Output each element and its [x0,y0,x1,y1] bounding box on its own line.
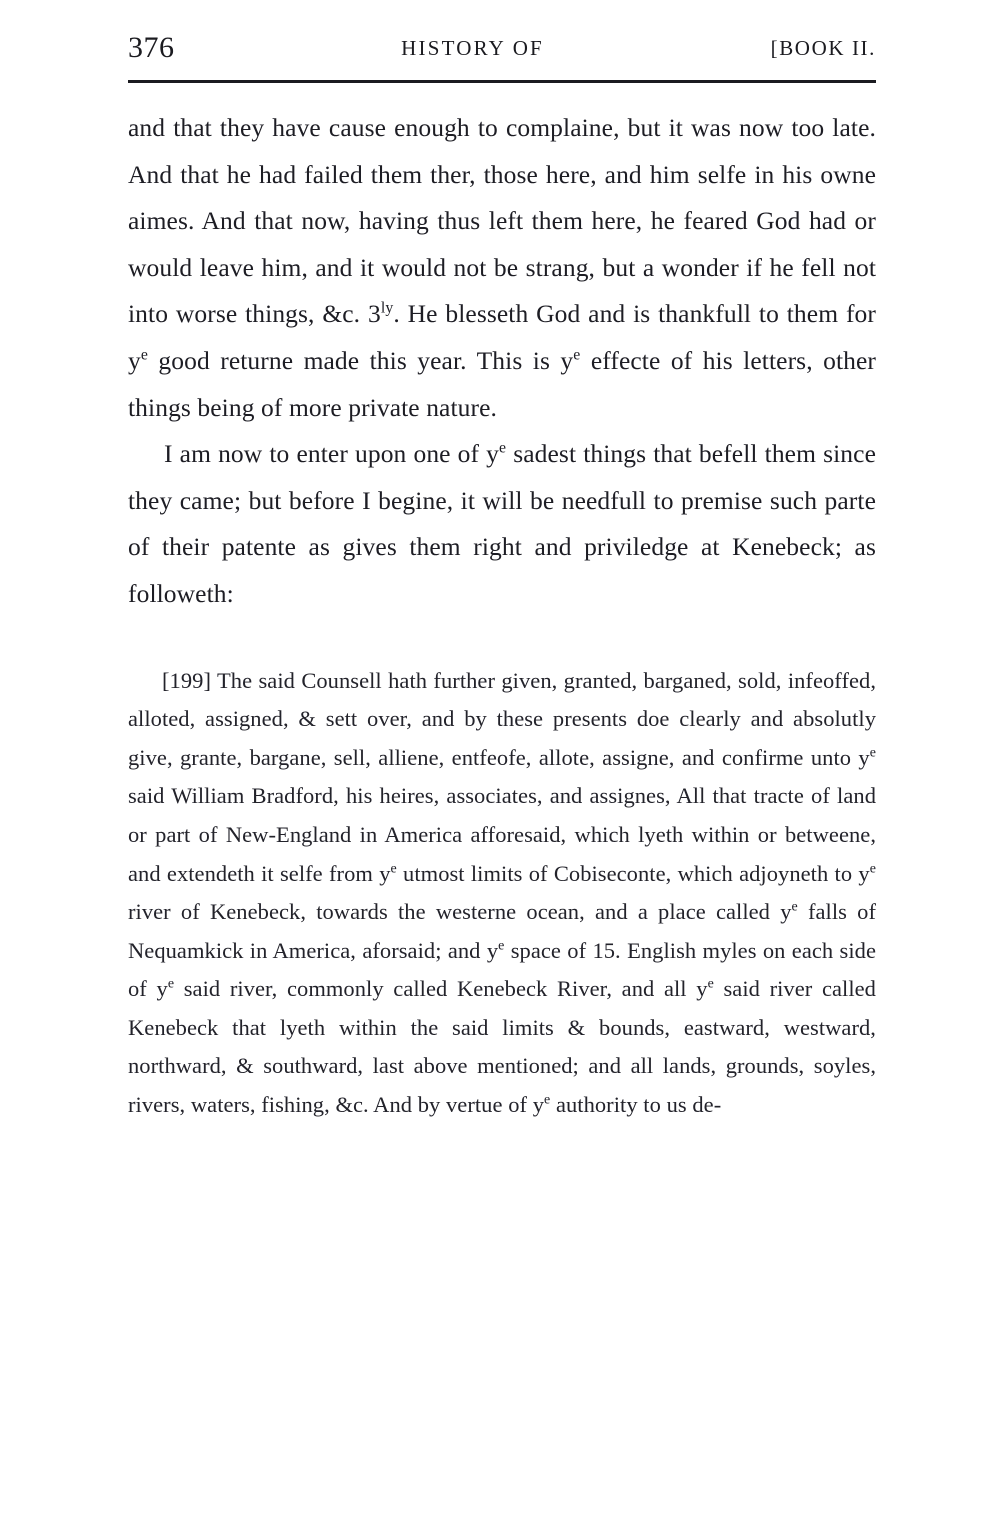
superscript-e-4: e [869,745,876,761]
quote-text-h: said river called Kenebeck that lyeth within the said limits & bounds, eastward, westward, northward, & southward, last above mentioned; and all lands, grounds, soyles, rivers, waters, fishing, &c. And by vertue of y [128,976,876,1118]
quote-text-a: The said Counsell hath further given, granted, barganed, sold, infeoffed, alloted, assigned, & sett over, and by these presents doe clearly and absolutly give, grante, bargane, sell, alliene, entfeofe, allote, assigne, and confirme unto y [128,667,876,770]
quote-text-d: river of Kenebeck, towards the westerne ocean, and a place called y [128,899,792,925]
page-number: 376 [128,31,175,64]
superscript-e-10: e [707,976,714,992]
paragraph-2-text-b: sadest things that befell them since they came; but before I begine, it will be needfull to premise such parte of their patente as gives them right and priviledge at Kenebeck; as followeth: [128,439,876,608]
quote-text-b: said William Bradford, his heires, associates, and assignes, All that tracte of land or part of New-England in America afforesaid, which lyeth within or betweene, and extendeth it selfe from y [128,783,876,886]
superscript-e-9: e [167,976,175,992]
superscript-e-2: e [573,346,581,364]
quote-text-c: utmost limits of Cobiseconte, which adjoyneth to y [396,860,870,886]
superscript-e-8: e [498,938,505,954]
quote-text-f: space of 15. English myles on each side of y [128,937,876,1002]
superscript-e-7: e [791,899,798,915]
quote-text-e: falls of Nequamkick in America, aforsaid; and y [128,899,876,963]
superscript-e-6: e [869,861,876,876]
paragraph-two [128,431,876,617]
quote-text-i: authority to us de- [550,1092,722,1118]
header-rule [128,80,876,83]
superscript-e-3: e [499,439,507,457]
paragraph-1-text-c: good returne made this year. This is y [147,345,574,375]
superscript-e-5: e [390,861,397,876]
running-title: HISTORY OF [401,35,544,60]
superscript-e-11: e [544,1092,551,1108]
manuscript-page-marker: [199] [162,667,211,693]
quoted-patent-text [128,662,876,1125]
paragraph-2-text-a: I am now to enter upon one of y [164,439,500,469]
quote-text-g: said river, commonly called Kenebeck River, and all y [174,976,708,1002]
paragraph-continuation [128,105,876,431]
superscript-e-1: e [140,346,148,364]
book-reference: [BOOK II. [770,35,876,60]
page-header [128,24,876,72]
paragraph-1-text-a: and that they have cause enough to complaine, but it was now too late. And that he had failed them ther, those here, and him selfe in his owne aimes. And that now, having thus left them here, he feared God had or would leave him, and it would not be strang, but a wonder if he fell not into worse things, &c. 3 [128,113,876,329]
superscript-ly: ly [380,299,394,317]
paragraph-1-text-d: effecte of his letters, other things being of more private nature. [128,345,876,422]
body-column [128,105,876,1125]
paragraph-1-text-b: . He blesseth God and is thankfull to them for y [128,299,876,375]
